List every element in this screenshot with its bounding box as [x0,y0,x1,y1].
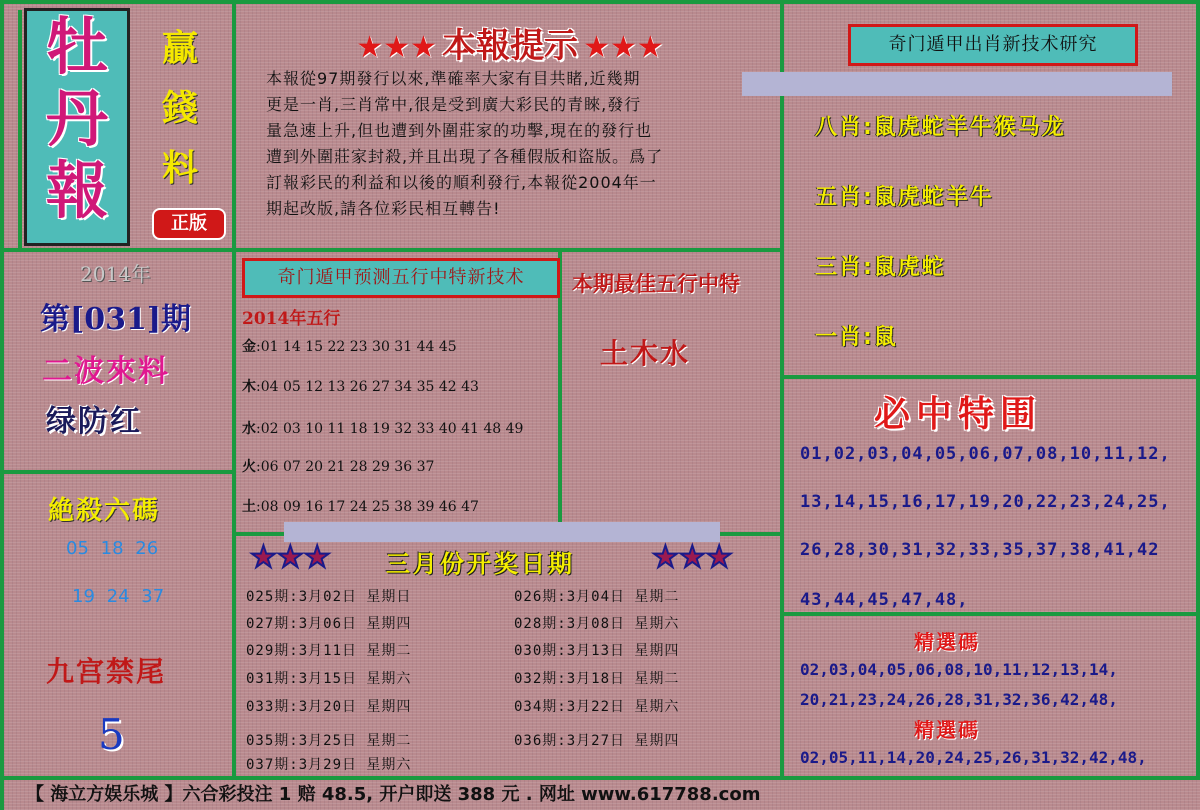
kill-title: 絶殺六碼 [48,496,161,526]
zodiac-row: 五肖:鼠虎蛇羊牛 [815,185,994,210]
schedule-date: 036期:3月27日 星期四 [514,733,680,749]
wuxing-numbers: :01 14 15 22 23 30 31 44 45 [256,339,457,355]
notice-line: 更是一肖,三肖常中,很是受到廣大彩民的青睞,發行 [266,95,642,114]
selected-numbers-line: 02,03,04,05,06,08,10,11,12,13,14, [800,660,1118,679]
schedule-row [514,730,679,750]
zodiac-title-text: 奇门遁甲出肖新技术研究 [888,34,1098,55]
special-numbers-line: 13,14,15,16,17,19,20,22,23,24,25, [800,492,1171,512]
wuxing-row [242,376,479,396]
wuxing-numbers: :02 03 10 11 18 19 32 33 40 41 48 49 [256,421,524,437]
schedule-date: 033期:3月20日 星期四 [246,699,412,715]
notice-line: 本報從97期發行以來,準確率大家有目共睹,近幾期 [266,69,641,88]
wuxing-year-label: 2014年五行 [242,309,341,329]
wuxing-element: 金 [242,339,256,355]
star-icon: ★★★ [356,30,437,65]
kill-numbers-row2: 19 24 37 [72,586,165,607]
divider [0,0,4,810]
schedule-date: 028期:3月08日 星期六 [514,616,680,632]
wuxing-row [242,418,523,438]
tail-value: 5 [98,710,125,759]
special-numbers-line: 26,28,30,31,32,33,35,37,38,41,42 [800,540,1160,560]
wuxing-title [242,258,560,298]
zodiac-row: 八肖:鼠虎蛇羊牛猴马龙 [815,115,1066,140]
schedule-date: 035期:3月25日 星期二 [246,733,412,749]
star-icon: ★★★ [583,30,664,65]
selected-title: 精選碼 [914,718,980,742]
highlight-bar [284,522,720,542]
schedule-row [246,613,411,633]
schedule-row [246,696,411,716]
schedule-row [514,640,679,660]
special-numbers-line: 01,02,03,04,05,06,07,08,10,11,12, [800,444,1171,464]
wuxing-title-text: 奇门遁甲预测五行中特新技术 [277,267,525,288]
schedule-title-row [250,540,780,580]
schedule-date: 025期:3月02日 星期日 [246,589,412,605]
wuxing-row [242,456,434,476]
zodiac-row: 一肖:鼠 [815,325,898,350]
footer-ad: 【 海立方娱乐城 】六合彩投注 1 赔 48.5, 开户即送 388 元 . 网址 www.617788.com [26,784,761,805]
schedule-date: 029期:3月11日 星期二 [246,643,412,659]
divider [0,0,1200,4]
selected-numbers-line: 20,21,23,24,26,28,31,32,36,42,48, [800,690,1118,709]
masthead-char: 牡 [45,10,108,83]
divider [18,10,22,248]
issue-number: 第[031]期 [40,302,192,337]
year-label: 2014年 [80,262,151,286]
notice-title-row [330,18,690,66]
schedule-date: 030期:3月13日 星期四 [514,643,680,659]
divider [780,612,1200,616]
schedule-row [246,668,411,688]
wuxing-row [242,336,457,356]
wuxing-numbers: :04 05 12 13 26 27 34 35 42 43 [256,379,479,395]
zodiac-row: 三肖:鼠虎蛇 [815,255,946,280]
notice-line: 期起改版,請各位彩民相互轉告! [266,199,501,218]
masthead-side-char: 錢 [162,88,199,129]
zodiac-title [848,24,1138,66]
schedule-date: 026期:3月04日 星期二 [514,589,680,605]
selected-numbers-line: 02,05,11,14,20,24,25,26,31,32,42,48, [800,748,1147,767]
special-numbers-line: 43,44,45,47,48, [800,590,969,610]
notice-line: 訂報彩民的利益和以後的順利發行,本報從2004年一 [266,173,657,192]
schedule-date: 037期:3月29日 星期六 [246,757,412,773]
schedule-row [514,668,679,688]
notice-line: 量急速上升,但也遭到外圍莊家的功擊,現在的發行也 [266,121,653,140]
schedule-date: 027期:3月06日 星期四 [246,616,412,632]
masthead-title [24,8,130,246]
schedule-row [514,696,679,716]
schedule-date: 031期:3月15日 星期六 [246,671,412,687]
wuxing-row [242,496,479,516]
schedule-row [514,613,679,633]
best-element-value: 土木水 [600,337,691,370]
wave-title: 二波來料 [42,354,170,389]
schedule-row [514,586,679,606]
best-element-title: 本期最佳五行中特 [572,272,740,296]
schedule-row [246,586,411,606]
star-icon: ★★★ [652,540,733,575]
star-icon: ★★★ [250,540,331,575]
masthead-char: 報 [45,154,108,227]
schedule-row [246,640,411,660]
notice-title: 本報提示 [442,26,578,66]
masthead-side-char: 料 [162,148,199,189]
wave-value: 绿防红 [46,404,142,439]
masthead-char: 丹 [45,82,108,155]
schedule-date: 034期:3月22日 星期六 [514,699,680,715]
tail-title: 九宫禁尾 [46,655,167,688]
divider [0,248,784,252]
wuxing-element: 土 [242,499,256,515]
selected-title: 精選碼 [914,630,980,654]
edition-badge: 正版 [152,208,226,240]
special-title: 必中特围 [874,394,1043,435]
divider [1196,0,1200,780]
wuxing-element: 木 [242,379,256,395]
divider [780,0,784,780]
schedule-title: 三月份开奖日期 [386,550,575,578]
divider [0,470,236,474]
masthead-side-char: 贏 [162,28,199,69]
kill-numbers-row1: 05 18 26 [66,538,159,559]
wuxing-element: 水 [242,421,256,437]
schedule-row [246,754,411,774]
schedule-date: 032期:3月18日 星期二 [514,671,680,687]
wuxing-numbers: :08 09 16 17 24 25 38 39 46 47 [256,499,479,515]
notice-line: 遭到外圍莊家封殺,并且出現了各種假版和盜版。爲了 [266,147,664,166]
divider [232,0,236,780]
highlight-bar [742,72,1172,96]
divider [780,375,1200,379]
notice-body [266,66,776,222]
wuxing-numbers: :06 07 20 21 28 29 36 37 [256,459,435,475]
schedule-row [246,730,411,750]
wuxing-element: 火 [242,459,256,475]
